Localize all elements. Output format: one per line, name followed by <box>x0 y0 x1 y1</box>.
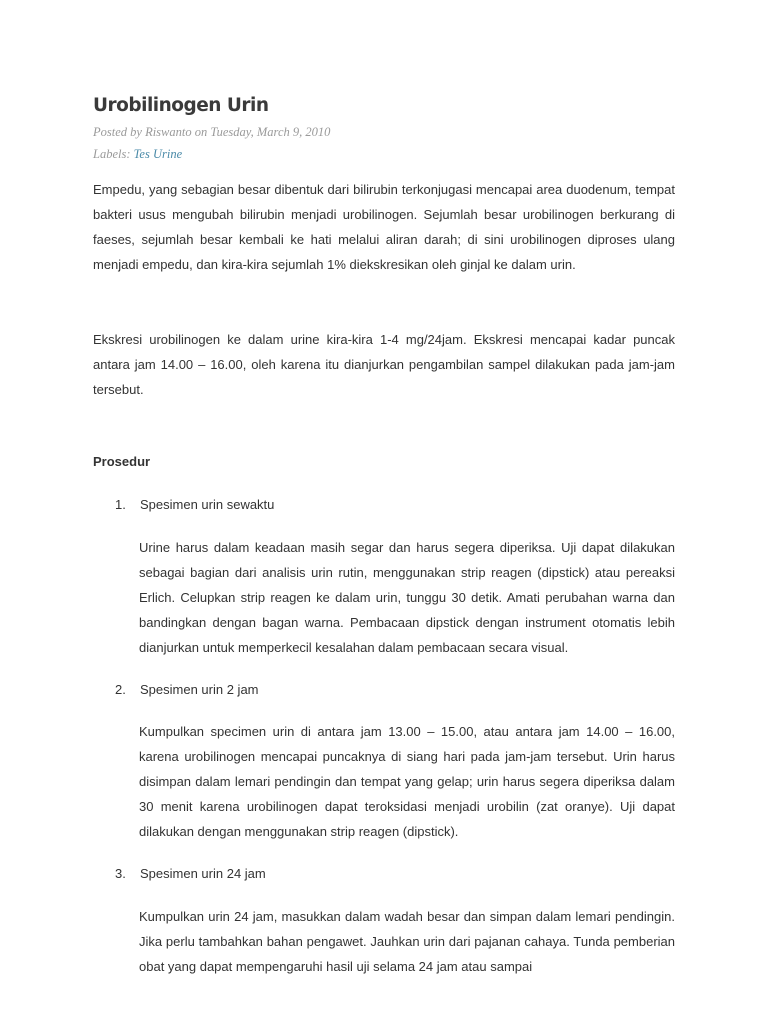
post-title: Urobilinogen Urin <box>93 95 269 116</box>
excretion-paragraph: Ekskresi urobilinogen ke dalam urine kira-kira 1-4 mg/24jam. Ekskresi mencapai kadar puncak antara jam 14.00 – 16.00, oleh karena itu dianjurkan pengambilan sampel dilakukan pada jam-jam tersebut. <box>93 332 675 397</box>
labels-prefix: Labels: <box>93 147 131 161</box>
list-item-label: Spesimen urin sewaktu <box>140 497 275 512</box>
intro-paragraph: Empedu, yang sebagian besar dibentuk dari bilirubin terkonjugasi mencapai area duodenum, tempat bakteri usus mengubah bilirubin menjadi urobilinogen. Sejumlah besar urobilinogen berkurang di faeses, sejumlah besar kembali ke hati melalui aliran darah; di sini urobilinogen diproses ulang menjadi empedu, dan kira-kira sejumlah 1% diekskresikan oleh ginjal ke dalam urin. <box>93 182 675 272</box>
list-item-label: Spesimen urin 2 jam <box>140 682 259 697</box>
list-item-body: Kumpulkan specimen urin di antara jam 13.00 – 15.00, atau antara jam 14.00 – 16.00, karena urobilinogen mencapai puncaknya di siang hari pada jam-jam tersebut. Urin harus disimpan dalam lemari pendingin dan tempat yang gelap; urin harus segera diperiksa dalam 30 menit karena urobilinogen dapat teroksidasi menjadi urobilin (zat oranye). Uji dapat dilakukan dengan menggunakan strip reagen (dipstick). <box>139 724 675 839</box>
procedure-heading: Prosedur <box>93 454 151 469</box>
list-item-title <box>115 495 274 515</box>
list-item-body: Kumpulkan urin 24 jam, masukkan dalam wadah besar dan simpan dalam lemari pendingin. Jika perlu tambahkan bahan pengawet. Jauhkan urin dari pajanan cahaya. Tunda pemberian obat yang dapat mempengaruhi hasil uji selama 24 jam atau sampai <box>139 909 675 974</box>
list-item-title <box>115 680 259 700</box>
list-item-number: 2. <box>115 682 126 697</box>
label-link-tes-urine[interactable]: Tes Urine <box>133 147 183 161</box>
list-item-number: 3. <box>115 866 126 881</box>
list-item-number: 1. <box>115 497 126 512</box>
list-item-title <box>115 864 266 884</box>
post-labels <box>93 147 182 162</box>
list-item-body: Urine harus dalam keadaan masih segar dan harus segera diperiksa. Uji dapat dilakukan sebagai bagian dari analisis urin rutin, menggunakan strip reagen (dipstick) atau pereaksi Erlich. Celupkan strip reagen ke dalam urin, tunggu 30 detik. Amati perubahan warna dan bandingkan dengan bagan warna. Pembacaan dipstick dengan instrument otomatis lebih dianjurkan untuk memperkecil kesalahan dalam pembacaan secara visual. <box>139 540 675 655</box>
post-byline: Posted by Riswanto on Tuesday, March 9, 2010 <box>93 125 331 139</box>
list-item-label: Spesimen urin 24 jam <box>140 866 266 881</box>
